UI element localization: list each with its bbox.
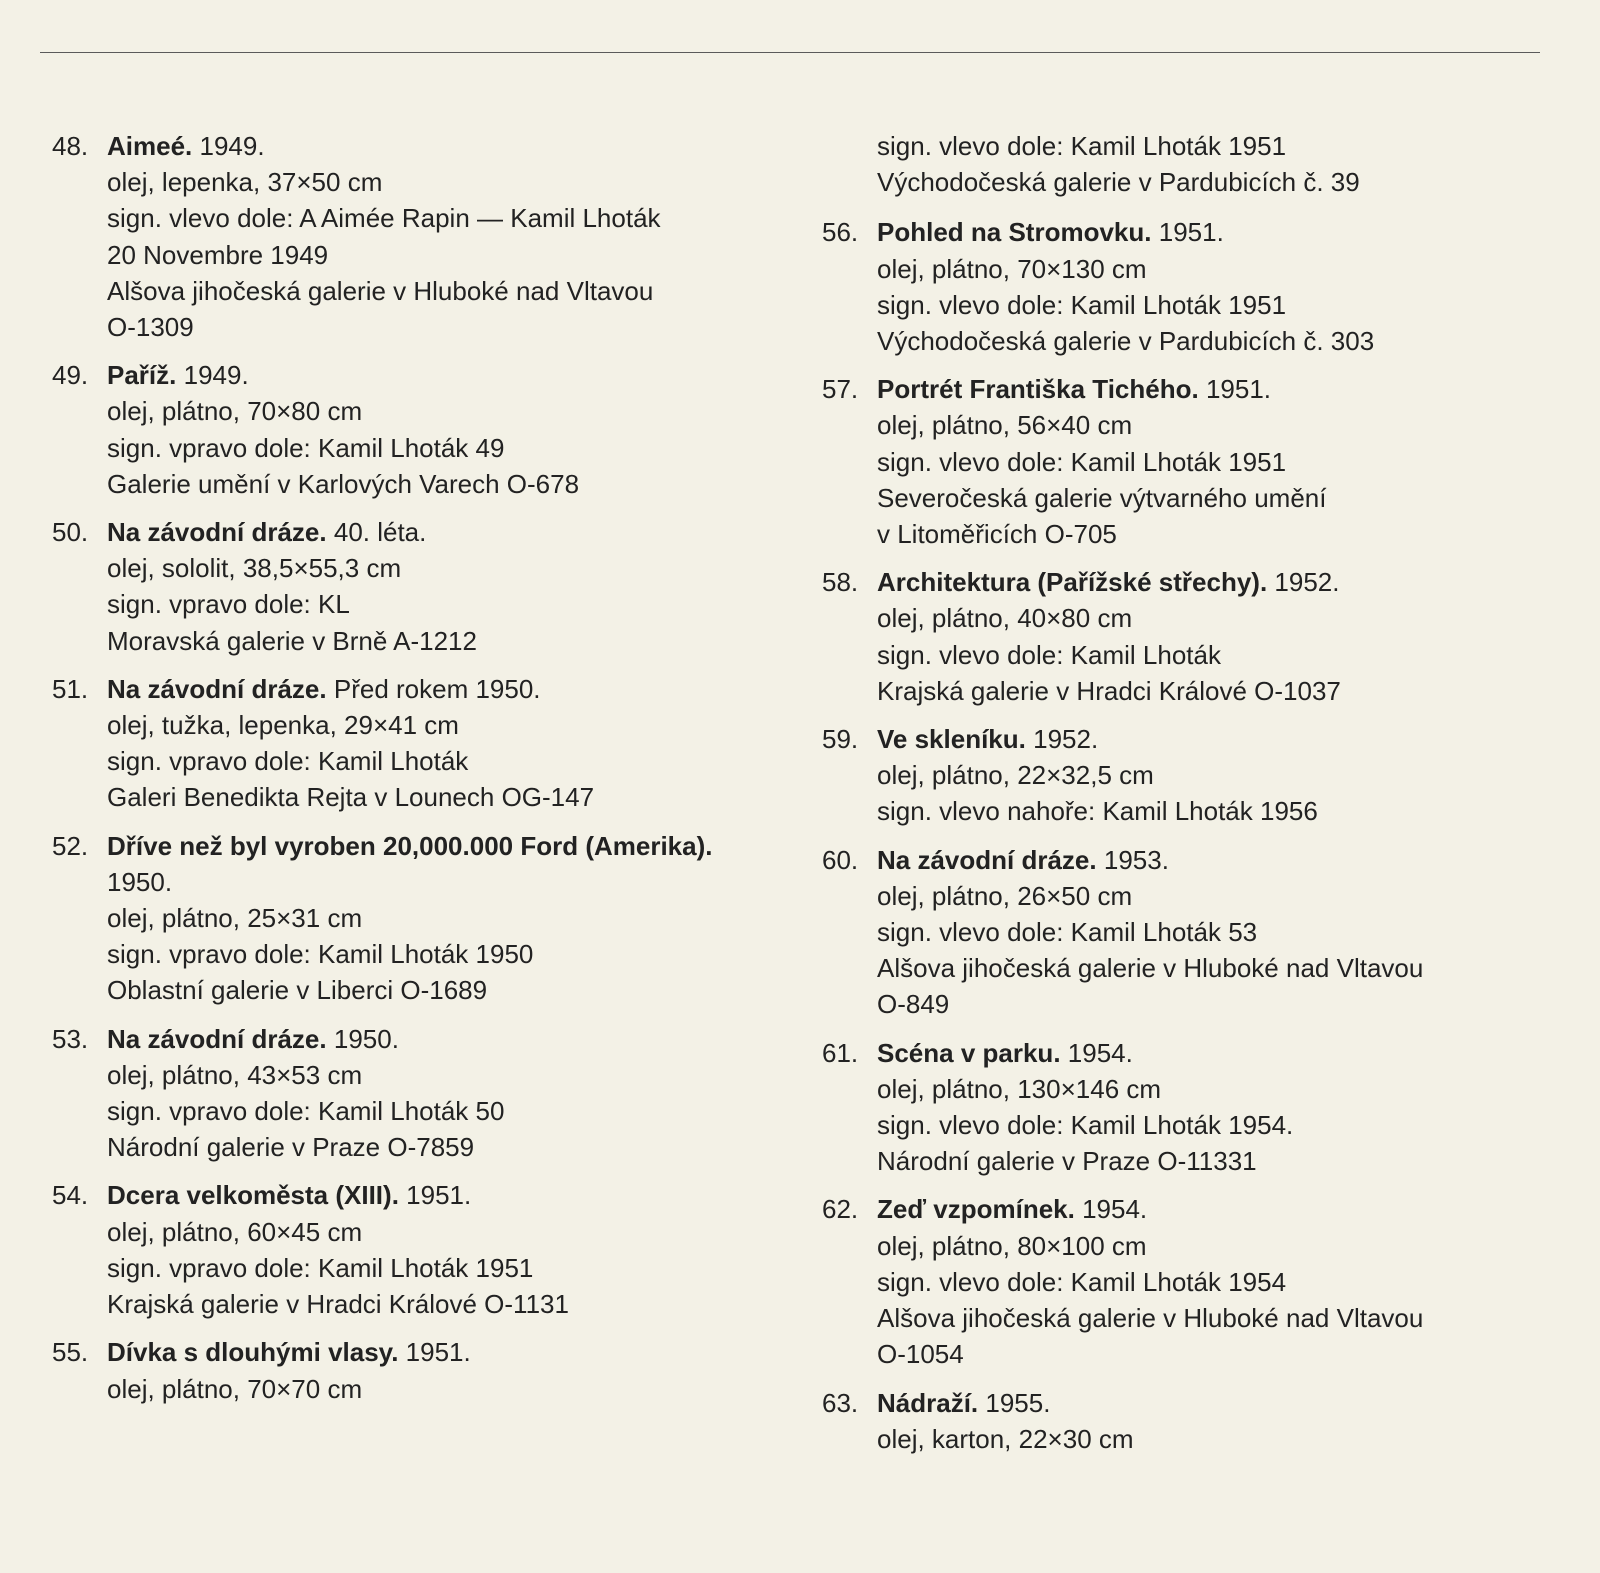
catalog-entry-54 xyxy=(52,1177,812,1322)
entry-number: 63. xyxy=(822,1387,859,1418)
entry-date: 1951. xyxy=(405,1337,471,1368)
entry-detail: 20 Novembre 1949 xyxy=(107,239,329,270)
entry-date: 1952. xyxy=(1033,724,1099,755)
entry-title: Aimeé. xyxy=(107,131,193,161)
entry-date: 1950. xyxy=(107,866,173,897)
entry-title: Dříve než byl vyroben 20,000.000 Ford (Amerika). xyxy=(107,830,713,861)
catalog-entry-52 xyxy=(52,828,812,1009)
entry-detail: olej, plátno, 56×40 cm xyxy=(877,410,1133,441)
entry-detail: sign. vlevo dole: Kamil Lhoták 1954. xyxy=(877,1110,1294,1141)
entry-number: 59. xyxy=(822,724,859,755)
entry-heading xyxy=(877,564,1582,600)
entry-number: 58. xyxy=(822,567,859,598)
entry-detail: olej, plátno, 40×80 cm xyxy=(877,603,1133,634)
entry-detail: olej, sololit, 38,5×55,3 cm xyxy=(107,553,402,584)
entry-number: 56. xyxy=(822,217,859,248)
entry-detail: sign. vpravo dole: Kamil Lhoták 1950 xyxy=(107,939,534,970)
entry-number: 50. xyxy=(52,517,89,548)
entry-title: Paříž. xyxy=(107,360,177,391)
entry-number: 57. xyxy=(822,374,859,405)
catalog-entry-55-continued xyxy=(822,128,1582,200)
catalog-entry-55 xyxy=(52,1334,812,1406)
entry-title: Na závodní dráze. xyxy=(877,844,1097,875)
entry-heading xyxy=(877,371,1582,407)
entry-detail: olej, plátno, 26×50 cm xyxy=(877,880,1133,911)
entry-heading xyxy=(877,1385,1582,1421)
entry-heading xyxy=(107,514,812,550)
entry-number: 60. xyxy=(822,844,859,875)
right-column xyxy=(822,128,1582,1469)
entry-detail: olej, plátno, 70×130 cm xyxy=(877,253,1147,284)
entry-detail: Galeri Benedikta Rejta v Lounech OG-147 xyxy=(107,782,595,813)
entry-date: 1954. xyxy=(1067,1037,1133,1068)
entry-number: 51. xyxy=(52,673,89,704)
entry-date: 1949. xyxy=(199,131,265,161)
entry-detail: O-1054 xyxy=(877,1339,964,1370)
entry-detail: sign. vpravo dole: Kamil Lhoták xyxy=(107,746,469,777)
entry-detail: sign. vpravo dole: Kamil Lhoták 49 xyxy=(107,432,505,463)
catalog-entry-49 xyxy=(52,357,812,502)
entry-heading xyxy=(107,671,812,707)
entry-detail: Galerie umění v Karlových Varech O-678 xyxy=(107,468,580,499)
catalog-entry-51 xyxy=(52,671,812,816)
entry-date: 1952. xyxy=(1274,567,1340,598)
entry-detail: sign. vpravo dole: KL xyxy=(107,589,350,620)
entry-detail: olej, plátno, 22×32,5 cm xyxy=(877,760,1154,791)
entry-heading xyxy=(107,357,812,393)
entry-detail: sign. vpravo dole: Kamil Lhoták 1951 xyxy=(107,1252,534,1283)
entry-number: 61. xyxy=(822,1037,859,1068)
catalog-entry-50 xyxy=(52,514,812,659)
entry-detail: olej, karton, 22×30 cm xyxy=(877,1423,1134,1454)
entry-date: 1955. xyxy=(985,1387,1051,1418)
entry-heading xyxy=(107,1334,812,1370)
entry-detail: v Litoměřicích O-705 xyxy=(877,519,1117,550)
entry-number: 54. xyxy=(52,1180,89,1211)
entry-heading xyxy=(877,842,1582,878)
entry-number: 55. xyxy=(52,1337,89,1368)
entry-title-line xyxy=(107,828,812,864)
entry-title: Pohled na Stromovku. xyxy=(877,217,1152,248)
entry-title: Architektura (Pařížské střechy). xyxy=(877,567,1268,598)
entry-number: 62. xyxy=(822,1194,859,1225)
left-column xyxy=(52,128,812,1419)
entry-detail: Národní galerie v Praze O-7859 xyxy=(107,1132,475,1163)
entry-heading xyxy=(107,1177,812,1213)
entry-detail: O-849 xyxy=(877,989,950,1020)
catalog-entry-60 xyxy=(822,842,1582,1023)
entry-date: Před rokem 1950. xyxy=(333,673,541,704)
entry-detail: sign. vlevo dole: Kamil Lhoták xyxy=(877,639,1221,670)
entry-detail: sign. vlevo dole: Kamil Lhoták 1951 xyxy=(877,289,1287,320)
catalog-entry-58 xyxy=(822,564,1582,709)
entry-date: 1951. xyxy=(1158,217,1224,248)
entry-title: Nádraží. xyxy=(877,1387,979,1418)
catalog-entry-59 xyxy=(822,721,1582,830)
entry-title: Dívka s dlouhými vlasy. xyxy=(107,1337,399,1368)
entry-number: 48. xyxy=(52,131,89,161)
entry-title: Scéna v parku. xyxy=(877,1037,1061,1068)
catalog-entry-57 xyxy=(822,371,1582,552)
entry-detail: sign. vlevo dole: Kamil Lhoták 53 xyxy=(877,917,1258,948)
entry-detail: sign. vlevo dole: A Aimée Rapin — Kamil Lhoták xyxy=(107,203,661,234)
entry-heading xyxy=(877,721,1582,757)
entry-detail: Moravská galerie v Brně A-1212 xyxy=(107,625,477,656)
entry-detail: sign. vlevo dole: Kamil Lhoták 1951 xyxy=(877,131,1287,161)
entry-date: 1953. xyxy=(1103,844,1169,875)
entry-detail: sign. vpravo dole: Kamil Lhoták 50 xyxy=(107,1096,505,1127)
entry-date: 1950. xyxy=(333,1023,399,1054)
entry-title: Portrét Františka Tichého. xyxy=(877,374,1199,405)
entry-heading xyxy=(107,128,812,164)
entry-detail: sign. vlevo nahoře: Kamil Lhoták 1956 xyxy=(877,796,1318,827)
entry-detail: Alšova jihočeská galerie v Hluboké nad Vltavou xyxy=(107,275,654,306)
entry-detail: olej, plátno, 70×70 cm xyxy=(107,1373,363,1404)
entry-title: Na závodní dráze. xyxy=(107,673,327,704)
entry-date: 1951. xyxy=(1205,374,1272,405)
top-rule xyxy=(40,52,1540,53)
entry-detail: olej, plátno, 60×45 cm xyxy=(107,1216,363,1247)
entry-detail: olej, plátno, 25×31 cm xyxy=(107,903,363,934)
entry-heading xyxy=(107,1021,812,1057)
entry-detail: olej, plátno, 80×100 cm xyxy=(877,1230,1147,1261)
catalog-entry-53 xyxy=(52,1021,812,1166)
entry-detail: Alšova jihočeská galerie v Hluboké nad Vltavou xyxy=(877,953,1424,984)
catalog-entry-61 xyxy=(822,1035,1582,1180)
catalog-entry-56 xyxy=(822,214,1582,359)
entry-number: 53. xyxy=(52,1023,89,1054)
entry-date: 1954. xyxy=(1082,1194,1148,1225)
entry-title: Dcera velkoměsta (XIII). xyxy=(107,1180,399,1211)
entry-detail: olej, plátno, 43×53 cm xyxy=(107,1059,363,1090)
entry-detail: Východočeská galerie v Pardubicích č. 39 xyxy=(877,167,1360,198)
entry-detail: Severočeská galerie výtvarného umění xyxy=(877,482,1327,513)
entry-detail: Krajská galerie v Hradci Králové O-1037 xyxy=(877,675,1341,706)
entry-detail: Národní galerie v Praze O-11331 xyxy=(877,1146,1257,1177)
entry-date: 1951. xyxy=(406,1180,472,1211)
entry-title: Na závodní dráze. xyxy=(107,1023,327,1054)
catalog-entry-48 xyxy=(52,128,812,345)
catalog-entry-62 xyxy=(822,1191,1582,1372)
entry-number: 49. xyxy=(52,360,89,391)
entry-detail: olej, lepenka, 37×50 cm xyxy=(107,167,383,198)
entry-detail: Východočeská galerie v Pardubicích č. 303 xyxy=(877,326,1375,357)
entry-detail: Krajská galerie v Hradci Králové O-1131 xyxy=(107,1289,569,1320)
catalog-entry-63 xyxy=(822,1385,1582,1457)
entry-detail: olej, plátno, 130×146 cm xyxy=(877,1073,1162,1104)
entry-detail: olej, tužka, lepenka, 29×41 cm xyxy=(107,710,459,741)
entry-number: 52. xyxy=(52,830,89,861)
entry-detail: Oblastní galerie v Liberci O-1689 xyxy=(107,975,488,1006)
entry-date: 1949. xyxy=(183,360,249,391)
entry-title: Na závodní dráze. xyxy=(107,517,327,548)
entry-detail: olej, plátno, 70×80 cm xyxy=(107,396,363,427)
entry-detail: sign. vlevo dole: Kamil Lhoták 1954 xyxy=(877,1266,1287,1297)
entry-title: Zeď vzpomínek. xyxy=(877,1194,1075,1225)
entry-date: 40. léta. xyxy=(333,517,427,548)
entry-title: Ve skleníku. xyxy=(877,724,1026,755)
entry-heading xyxy=(877,214,1582,250)
entry-heading xyxy=(877,1035,1582,1071)
entry-detail: sign. vlevo dole: Kamil Lhoták 1951 xyxy=(877,446,1287,477)
entry-detail: O-1309 xyxy=(107,312,194,343)
entry-heading xyxy=(877,1191,1582,1227)
entry-detail: Alšova jihočeská galerie v Hluboké nad Vltavou xyxy=(877,1303,1424,1334)
